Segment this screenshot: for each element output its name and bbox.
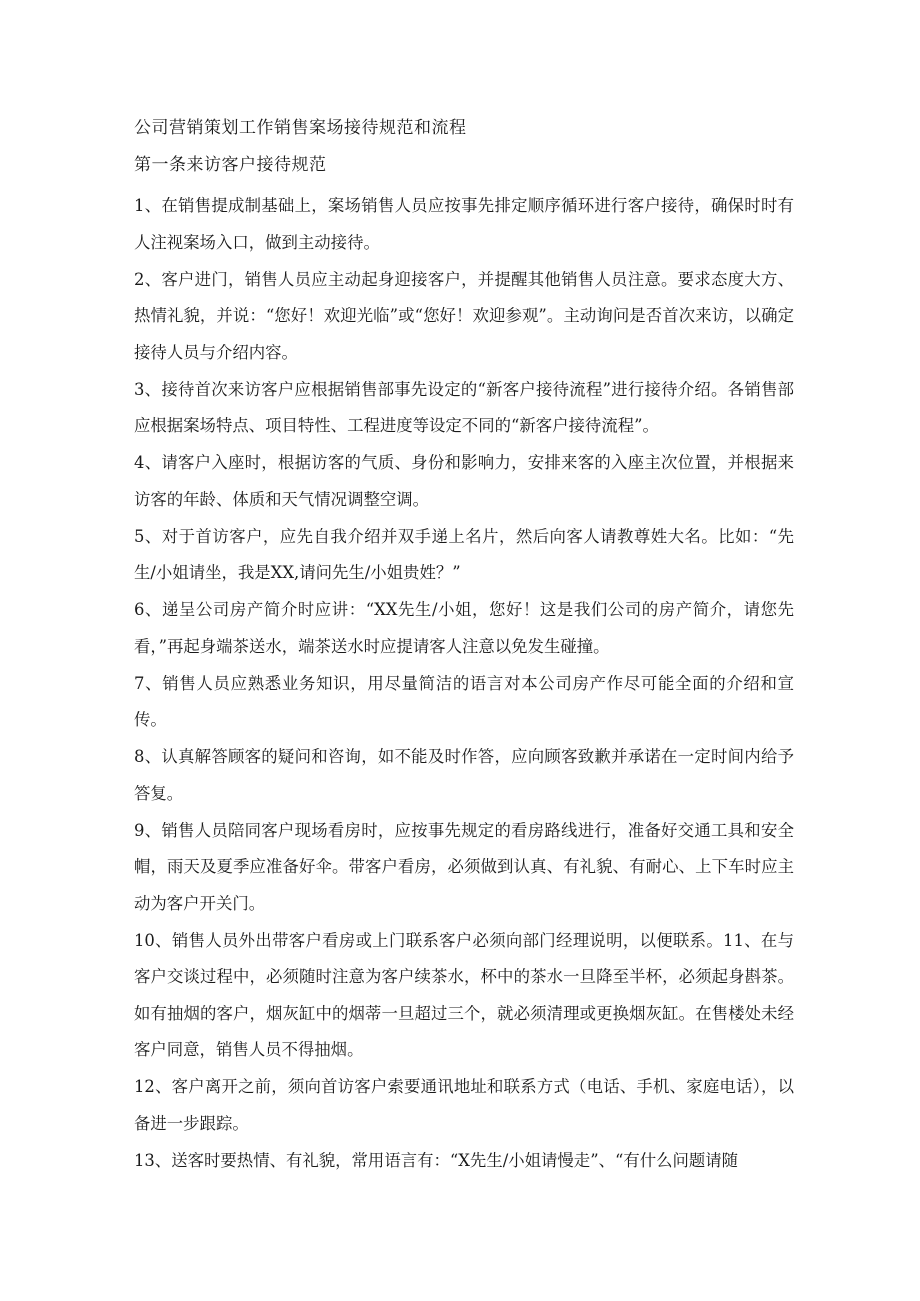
paragraph-5: 5、对于首访客户，应先自我介绍并双手递上名片，然后向客人请教尊姓大名。比如：“先生/小姐请坐，我是XX,请问先生/小姐贵姓？” xyxy=(134,526,794,582)
document-title: 公司营销策划工作销售案场接待规范和流程 xyxy=(134,118,467,138)
paragraph-2: 2、客户进门，销售人员应主动起身迎接客户，并提醒其他销售人员注意。要求态度大方、热情礼貌，并说：“您好！欢迎光临”或“您好！欢迎参观”。主动询问是否首次来访，以确定接待人员与介绍内容。 xyxy=(134,269,794,362)
paragraph-4: 4、请客户入座时，根据访客的气质、身份和影响力，安排来客的入座主次位置，并根据来访客的年龄、体质和天气情况调整空调。 xyxy=(134,453,794,509)
paragraph-10: 10、销售人员外出带客户看房或上门联系客户必须向部门经理说明，以便联系。11、在与客户交谈过程中，必须随时注意为客户续茶水，杯中的茶水一旦降至半杯，必须起身斟茶。如有抽烟的客户，烟灰缸中的烟蒂一旦超过三个，就必须清理或更换烟灰缸。在售楼处未经客户同意，销售人员不得抽烟。 xyxy=(134,930,794,1059)
paragraph-9: 9、销售人员陪同客户现场看房时，应按事先规定的看房路线进行，准备好交通工具和安全帽，雨天及夏季应准备好伞。带客户看房，必须做到认真、有礼貌、有耐心、上下车时应主动为客户开关门。 xyxy=(134,820,794,913)
paragraph-6: 6、递呈公司房产简介时应讲：“XX先生/小姐，您好！这是我们公司的房产简介，请您先看，”再起身端茶送水，端茶送水时应提请客人注意以免发生碰撞。 xyxy=(134,600,794,656)
paragraph-8: 8、认真解答顾客的疑问和咨询，如不能及时作答，应向顾客致歉并承诺在一定时间内给予答复。 xyxy=(134,747,794,803)
paragraph-3: 3、接待首次来访客户应根据销售部事先设定的“新客户接待流程”进行接待介绍。各销售部应根据案场特点、项目特性、工程进度等设定不同的“新客户接待流程”。 xyxy=(134,379,794,435)
paragraph-1: 1、在销售提成制基础上，案场销售人员应按事先排定顺序循环进行客户接待，确保时时有人注视案场入口，做到主动接待。 xyxy=(134,196,794,252)
paragraph-13: 13、送客时要热情、有礼貌，常用语言有：“X先生/小姐请慢走”、“有什么问题请随 xyxy=(134,1150,739,1170)
section-heading: 第一条来访客户接待规范 xyxy=(134,155,327,175)
paragraph-7: 7、销售人员应熟悉业务知识，用尽量简洁的语言对本公司房产作尽可能全面的介绍和宣传。 xyxy=(134,673,794,729)
document-page xyxy=(134,113,794,1179)
paragraph-12: 12、客户离开之前，须向首访客户索要通讯地址和联系方式（电话、手机、家庭电话），以备进一步跟踪。 xyxy=(134,1077,794,1133)
